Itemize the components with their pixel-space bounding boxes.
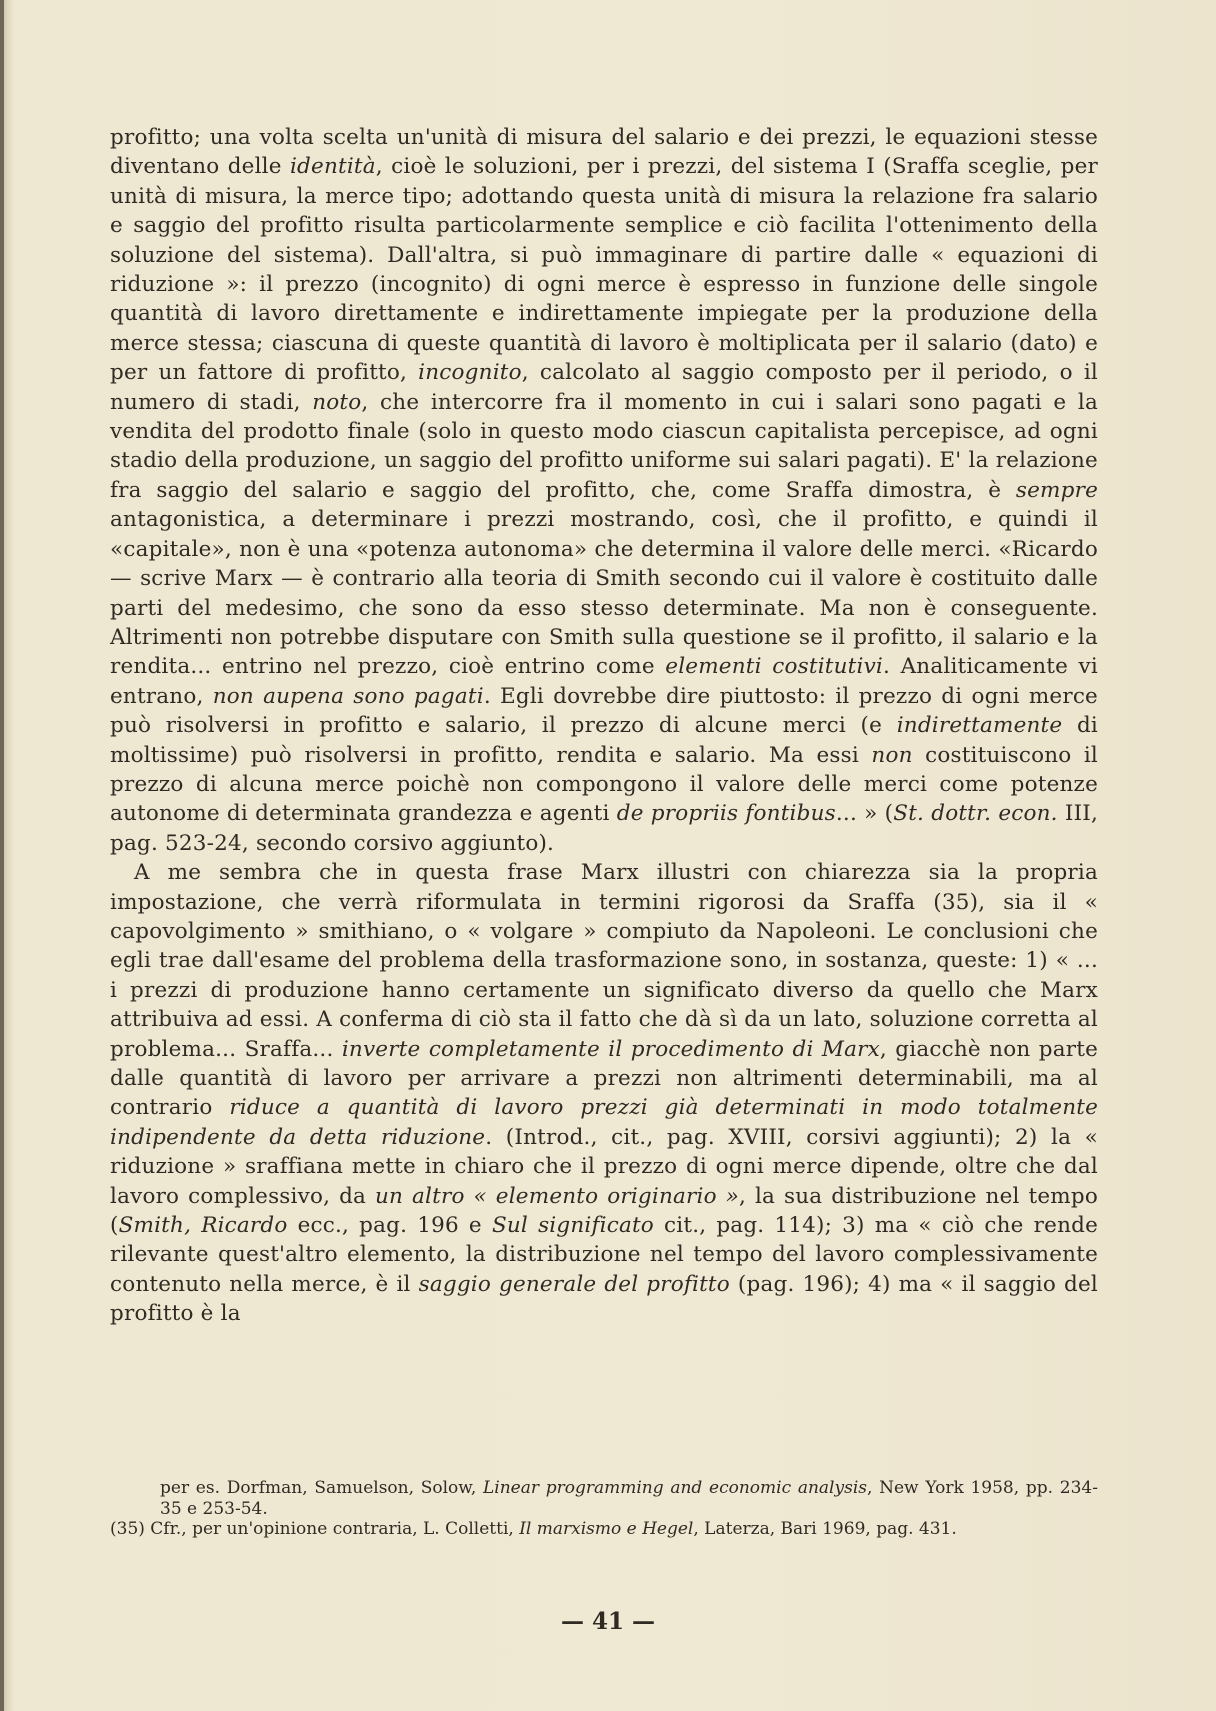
italic-text-run: noto	[312, 389, 362, 415]
text-run: . Analiticamente vi entrano,	[110, 654, 1098, 709]
italic-text-run: Smith, Ricardo	[118, 1213, 288, 1239]
footnote-35	[110, 1519, 1098, 1540]
italic-text-run: identità	[289, 154, 376, 180]
page-edge-shadow	[0, 0, 4, 1711]
text-run: costituiscono il prezzo di alcuna merce poichè non compongono il valore delle merci come potenze autonome di determinata grandezza e agenti	[110, 742, 1098, 827]
text-run: , che intercorre fra il momento in cui i salari sono pagati e la vendita del prodotto finale (solo in questo modo ciascun capitalista percepisce, ad ogni stadio della produzione, un saggio del profitto uniforme sui salari pagati). E' la relazione fra saggio del salario e saggio del profitto, che, come Sraffa dimostra, è	[110, 389, 1098, 503]
italic-text-run: Il marxismo e Hegel	[519, 1519, 694, 1539]
text-run: (35) Cfr., per un'opinione contraria, L. Colletti,	[110, 1519, 520, 1539]
italic-text-run: Linear programming and economic analysis	[482, 1478, 867, 1498]
italic-text-run: sempre	[1015, 477, 1098, 503]
text-run: cit., pag. 114); 3) ma « ciò che rende rilevante quest'altro elemento, la distribuzione nel tempo del lavoro complessivamente contenuto nella merce, è il	[110, 1213, 1098, 1297]
text-run: ... » (	[835, 801, 894, 827]
italic-text-run: inverte completamente il procedimento di Marx	[341, 1036, 880, 1062]
text-run: ecc., pag. 196 e	[287, 1213, 492, 1239]
text-run: , cioè le soluzioni, per i prezzi, del sistema I (Sraffa sceglie, per unità di misura, la merce tipo; adottando questa unità di misura la relazione fra salario e saggio del profitto risulta particolarmente semplice e ciò facilita l'ottenimento della soluzione del sistema). Dall'altra, si può immaginare di partire dalle « equazioni di riduzione »: il prezzo (incognito) di ogni merce è espresso in funzione delle singole quantità di lavoro direttamente e indirettamente impiegate per la produzione della merce stessa; ciascuna di queste quantità di lavoro è moltiplicata per il salario (dato) e per un fattore di profitto,	[110, 154, 1098, 386]
text-run: . Egli dovrebbe dire piuttosto: il prezzo di ogni merce può risolversi in profitto e salario, il prezzo di alcune merci (e	[110, 683, 1098, 739]
main-text	[110, 123, 1098, 1329]
footnote-continuation	[110, 1478, 1098, 1519]
paragraph-2	[110, 858, 1098, 1329]
text-run: . (Introd., cit., pag. XVIII, corsivi aggiunti); 2) la « riduzione » sraffiana mette in chiaro che il prezzo di ogni merce dipende, oltre che dal lavoro complessivo, da	[110, 1124, 1098, 1209]
text-run: (pag. 196); 4) ma « il saggio del profitto è la	[110, 1271, 1098, 1327]
italic-text-run: un altro « elemento originario »	[375, 1183, 739, 1209]
footnotes	[110, 1478, 1098, 1540]
text-run: , Laterza, Bari 1969, pag. 431.	[693, 1519, 957, 1539]
italic-text-run: Sul significato	[491, 1213, 654, 1239]
italic-text-run: indirettamente	[896, 713, 1063, 739]
text-run: , giacchè non parte dalle quantità di lavoro per arrivare a prezzi non altrimenti determinabili, ma al contrario	[110, 1036, 1098, 1121]
italic-text-run: saggio generale del profitto	[418, 1271, 730, 1297]
text-run: per es. Dorfman, Samuelson, Solow,	[160, 1478, 483, 1498]
text-run: , calcolato al saggio composto per il periodo, o il numero di stadi,	[110, 360, 1098, 415]
italic-text-run: incognito	[418, 360, 522, 386]
text-run: profitto; una volta scelta un'unità di misura del salario e dei prezzi, le equazioni stesse diventano delle	[110, 125, 1098, 180]
text-run: , New York 1958, pp. 234-35 e 253-54.	[160, 1478, 1098, 1519]
page-number: — 41 —	[560, 1608, 656, 1635]
italic-text-run: non	[871, 742, 913, 768]
text-run: di moltissime) può risolversi in profitto, rendita e salario. Ma essi	[110, 713, 1099, 768]
text-run: III, pag. 523-24, secondo corsivo aggiunto).	[110, 801, 1099, 856]
italic-text-run: St. dottr. econ.	[893, 801, 1058, 827]
italic-text-run: riduce a quantità di lavoro prezzi già determinati in modo totalmente indipendente da detta riduzione	[110, 1095, 1099, 1150]
paragraph-1	[110, 123, 1098, 858]
text-run: , la sua distribuzione nel tempo (	[110, 1183, 1098, 1239]
italic-text-run: de propriis fontibus	[616, 801, 836, 827]
italic-text-run: elementi costitutivi	[665, 654, 883, 680]
italic-text-run: non aupena sono pagati	[212, 683, 484, 709]
text-run: antagonistica, a determinare i prezzi mostrando, così, che il profitto, e quindi il «capitale», non è una «potenza autonoma» che determina il valore delle merci. «Ricardo — scrive Marx — è contrario alla teoria di Smith secondo cui il valore è costituito dalle parti del medesimo, che sono da esso stesso determinate. Ma non è conseguente. Altrimenti non potrebbe disputare con Smith sulla questione se il profitto, il salario e la rendita... entrino nel prezzo, cioè entrino come	[110, 507, 1098, 680]
text-run: A me sembra che in questa frase Marx illustri con chiarezza sia la propria impostazione, che verrà riformulata in termini rigorosi da Sraffa (35), sia il « capovolgimento » smithiano, o « volgare » compiuto da Napoleoni. Le conclusioni che egli trae dall'esame del problema della trasformazione sono, in sostanza, queste: 1) « ... i prezzi di produzione hanno certamente un significato diverso da quello che Marx attribuiva ad essi. A conferma di ciò sta il fatto che dà sì da un lato, soluzione corretta al problema... Sraffa...	[110, 860, 1098, 1062]
